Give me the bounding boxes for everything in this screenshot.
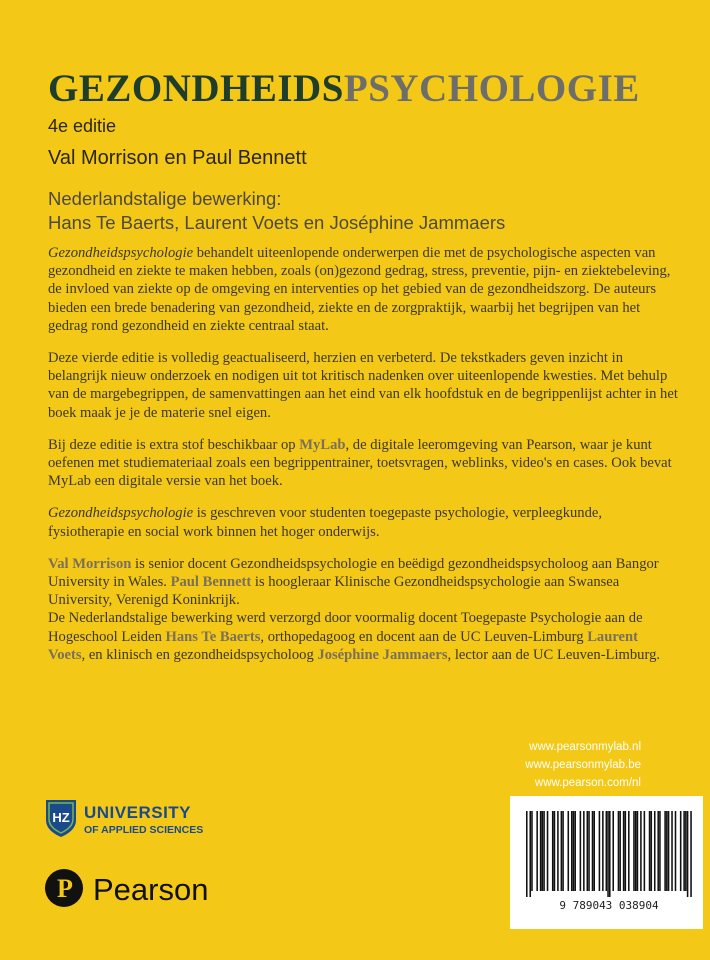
barcode-bar — [659, 811, 661, 891]
barcode-bar — [531, 811, 533, 891]
title-part-2: PSYCHOLOGIE — [343, 67, 640, 110]
barcode-bar — [633, 811, 635, 891]
barcode-bars — [526, 811, 692, 897]
barcode-bar — [623, 811, 625, 891]
barcode-bar — [587, 811, 589, 891]
bio-name-hans: Hans Te Baerts — [165, 628, 261, 645]
bio-text-b: is hoogleraar Klinische Gezondheidspsychologie aan Swansea University, Verenigd Koninkrijk. — [48, 574, 620, 609]
blurb — [48, 244, 678, 678]
barcode-bar — [690, 811, 692, 897]
barcode-bar — [554, 811, 556, 891]
barcode-bar — [543, 811, 545, 891]
barcode-bar — [635, 811, 637, 891]
pearson-wordmark: Pearson — [93, 872, 209, 907]
barcode-bar — [666, 811, 668, 891]
bio-text-e: , en klinisch en gezondheidspsycholoog — [81, 646, 318, 663]
barcode-bar — [592, 811, 594, 891]
website-list — [525, 738, 641, 792]
pearson-mark-icon — [44, 868, 84, 908]
hz-text — [84, 803, 203, 836]
barcode-bar — [675, 811, 677, 891]
barcode-bar — [602, 811, 604, 891]
paragraph-mylab — [48, 436, 678, 491]
barcode-bar — [599, 811, 601, 891]
barcode-bar — [561, 811, 563, 891]
barcode-bar — [628, 811, 630, 891]
website-link[interactable]: www.pearsonmylab.nl — [529, 741, 641, 753]
barcode-bar — [612, 811, 614, 891]
barcode-bar — [529, 811, 531, 897]
barcode-bar — [536, 811, 538, 891]
barcode-bar — [562, 811, 564, 891]
authors: Val Morrison en Paul Bennett — [48, 147, 307, 169]
barcode-bar — [593, 811, 595, 891]
title-part-1: GEZONDHEIDS — [48, 67, 344, 110]
barcode-bar — [547, 811, 549, 891]
mylab-highlight: MyLab — [299, 436, 346, 453]
barcode-bar — [588, 811, 590, 891]
barcode-bar — [618, 811, 620, 891]
pearson-logo — [44, 866, 244, 916]
barcode-bar — [680, 811, 682, 891]
book-title-italic-2: Gezondheidspsychologie — [48, 505, 194, 522]
paragraph-edition: Deze vierde editie is volledig geactualiseerd, herzien en verbeterd. De tekstkaders geven inzicht in belangrijk nieuw onderzoek en nodigen uit tot kritisch nadenken over uiteenlopende kwesties. Met behulp van de margebegrippen, de samenvattingen aan het eind van elk hoofdstuk en de begrippenlijst achter in het boek maak je je de materie snel eigen. — [48, 350, 678, 421]
barcode-bar — [683, 811, 685, 891]
hz-line-2: OF APPLIED SCIENCES — [84, 824, 204, 836]
barcode-bar — [668, 811, 670, 891]
barcode-bar — [573, 811, 575, 891]
barcode-bar — [526, 811, 528, 897]
barcode-bar — [580, 811, 582, 891]
bio-text-a: is senior docent Gezondheidspsychologie en beëdigd gezondheidspsycholoog aan Bangor University in Wales. — [48, 555, 659, 591]
barcode-bar — [540, 811, 542, 891]
barcode-bar — [583, 811, 585, 891]
bio-text-c: De Nederlandstalige bewerking werd verzorgd door voormalig docent Toegepaste Psychologie aan de Hogeschool Leiden — [48, 610, 643, 645]
bio-name-laurent: Laurent Voets — [48, 628, 639, 663]
hz-university-logo — [44, 798, 244, 842]
hz-badge-text: HZ — [52, 810, 70, 825]
barcode-bar — [637, 811, 639, 891]
website-link[interactable]: www.pearson.com/nl — [534, 777, 641, 789]
bio-name-val: Val Morrison — [48, 555, 132, 572]
mylab-text-a: Bij deze editie is extra stof beschikbaar op — [48, 436, 300, 453]
barcode-bar — [640, 811, 642, 891]
barcode-bar — [625, 811, 627, 891]
barcode-bar — [671, 811, 673, 891]
paragraph-bios — [48, 555, 678, 664]
barcode-bar — [651, 811, 653, 891]
hz-shield-icon — [44, 798, 78, 838]
barcode-bar — [574, 811, 576, 891]
bio-name-paul: Paul Bennett — [170, 574, 252, 591]
audience-text: is geschreven voor studenten toegepaste psychologie, verpleegkunde, fysiotherapie en social work binnen het hoger onderwijs. — [48, 505, 603, 540]
barcode-bar — [571, 811, 573, 891]
bio-text-d: , orthopedagoog en docent aan de UC Leuven-Limburg — [260, 628, 588, 645]
barcode-bar — [619, 811, 621, 891]
barcode-bar — [609, 811, 611, 897]
bio-text-f: , lector aan de UC Leuven-Limburg. — [447, 646, 661, 663]
barcode-bar — [557, 811, 559, 891]
barcode-bar — [542, 811, 544, 891]
adaptation-names: Hans Te Baerts, Laurent Voets en Joséphine Jammaers — [48, 212, 506, 233]
barcode-bar — [606, 811, 608, 891]
barcode-bar — [649, 811, 651, 891]
mylab-text-b: , de digitale leeromgeving van Pearson, waar je kunt oefenen met studiemateriaal zoals een begrippentrainer, toetsvragen, weblinks, video's en cases. Ook bevat MyLab een digitale versie van het boek. — [48, 436, 672, 490]
adaptation-credits — [48, 187, 505, 235]
adaptation-heading: Nederlandstalige bewerking: — [48, 188, 282, 209]
barcode-bar — [552, 811, 554, 891]
paragraph-intro-text: behandelt uiteenlopende onderwerpen die met de psychologische aspecten van gezondheid en ziekte te maken hebben, zoals (on)gezond gedrag, stress, preventie, pijn- en ziektebeleving, de invloed van ziekte op de omgeving en interventies op het gebied van de gezondheidszorg. De auteurs bieden een brede benadering van gezondheid, ziekte en de zorgpraktijk, waarbij het begrijpen van het gedrag rond gezondheid en ziekte centraal staat. — [48, 245, 671, 334]
barcode-bar — [657, 811, 659, 891]
barcode-bar — [607, 811, 609, 897]
barcode-bar — [654, 811, 656, 891]
bio-name-josephine: Joséphine Jammaers — [317, 646, 448, 663]
isbn-number: 9 789043 038904 — [559, 899, 659, 912]
barcode-bar — [568, 811, 570, 891]
barcode-bar — [644, 811, 646, 891]
barcode-bar — [685, 811, 687, 891]
barcode — [510, 796, 703, 929]
edition-label: 4e editie — [48, 116, 117, 136]
barcode-bar — [664, 811, 666, 891]
hz-line-1: UNIVERSITY — [84, 803, 192, 822]
barcode-bar — [687, 811, 689, 897]
paragraph-intro — [48, 244, 678, 335]
pearson-mark-letter: P — [57, 874, 73, 903]
paragraph-audience — [48, 504, 678, 540]
book-title — [48, 66, 640, 111]
book-title-italic: Gezondheidspsychologie — [48, 245, 194, 261]
website-link[interactable]: www.pearsonmylab.be — [525, 759, 641, 771]
